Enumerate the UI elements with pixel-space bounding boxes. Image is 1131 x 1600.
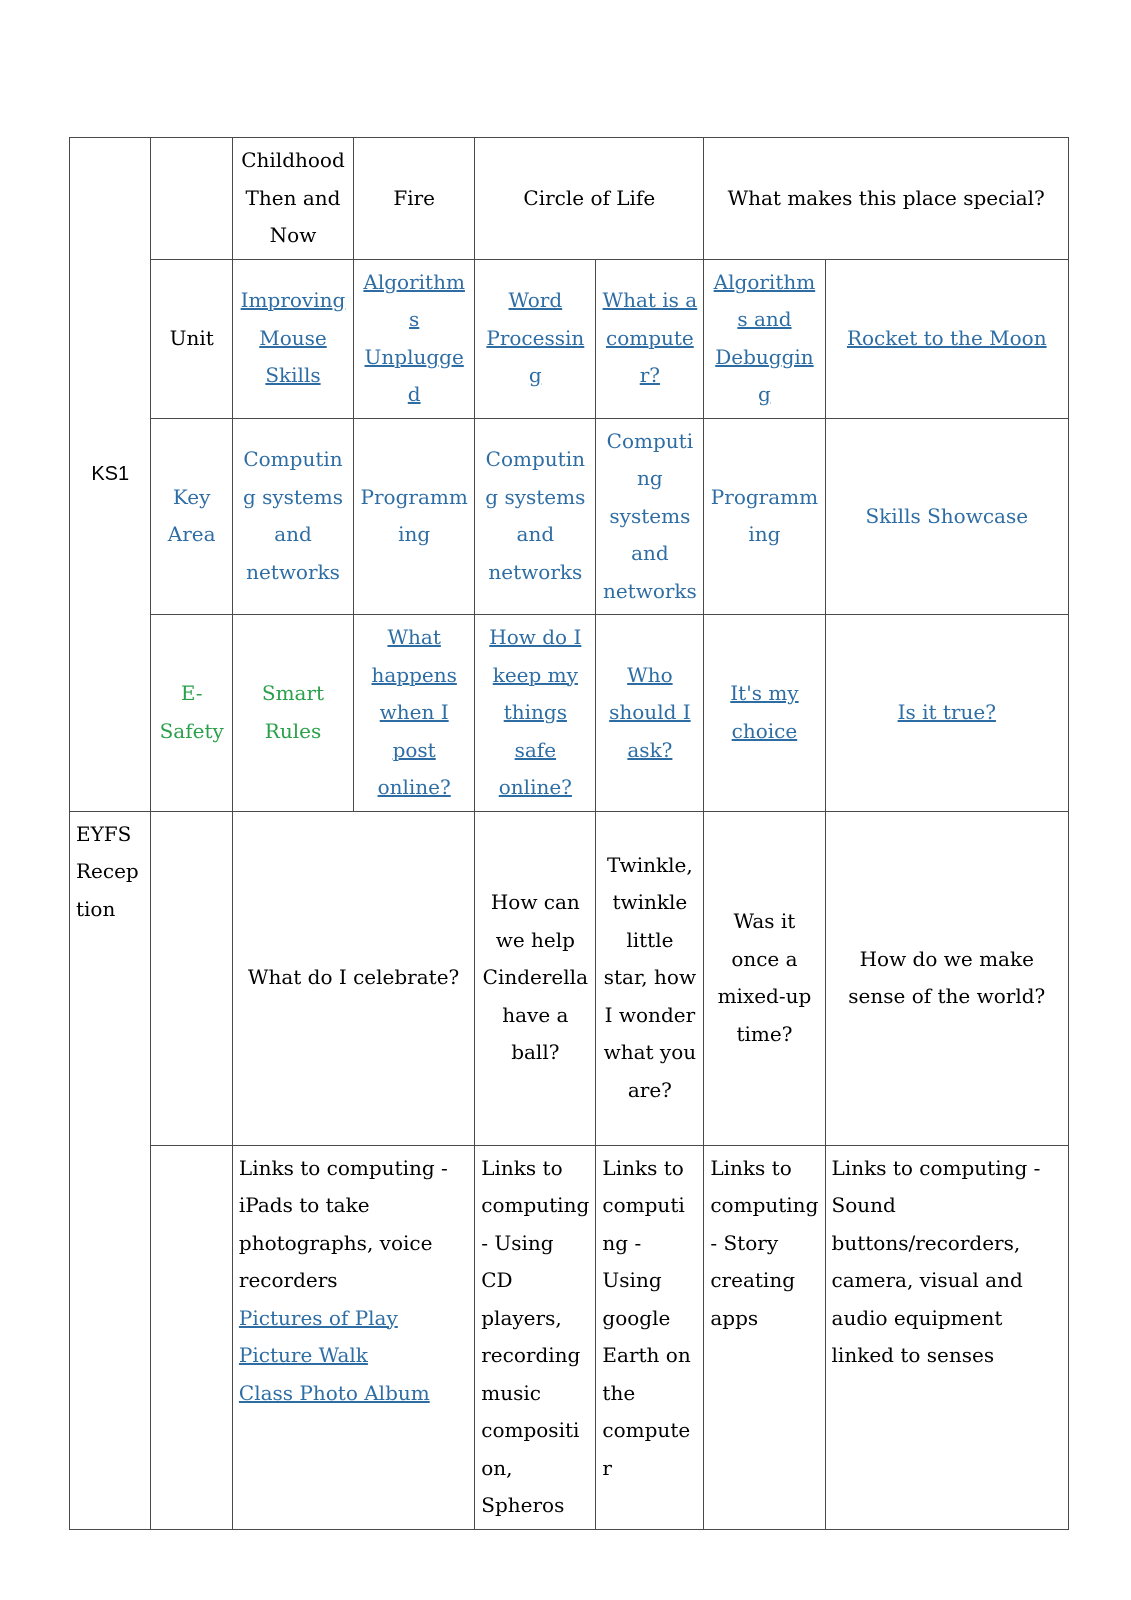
row-label-esafety: E-Safety [151, 615, 232, 812]
esafety-cell: Smart Rules [232, 615, 353, 812]
links-cell-cinderella: Links to computing - Using CD players, recording music composition, Spheros [475, 1145, 596, 1529]
empty-cell [151, 811, 232, 1145]
links-cell-mixed-up: Links to computing - Story creating apps [704, 1145, 825, 1529]
empty-cell [151, 1145, 232, 1529]
key-area-row [70, 418, 1069, 615]
esafety-link[interactable]: What happens when I post online? [354, 615, 475, 812]
theme-childhood: Childhood Then and Now [232, 138, 353, 260]
empty-cell [151, 138, 232, 260]
key-area-cell: Programming [704, 418, 825, 615]
unit-link[interactable]: What is a computer? [596, 259, 704, 418]
row-label-key-area: Key Area [151, 418, 232, 615]
key-area-cell: Computing systems and networks [232, 418, 353, 615]
theme-sense-of-world: How do we make sense of the world? [825, 811, 1068, 1145]
key-area-cell: Computing systems and networks [475, 418, 596, 615]
unit-link[interactable]: Improving Mouse Skills [232, 259, 353, 418]
theme-special-place: What makes this place special? [704, 138, 1069, 260]
links-text: Links to computing - iPads to take photographs, voice recorders [238, 1155, 448, 1292]
links-row [70, 1145, 1069, 1529]
theme-twinkle: Twinkle, twinkle little star, how I wonder what you are? [596, 811, 704, 1145]
esafety-link[interactable]: Who should I ask? [596, 615, 704, 812]
resource-link[interactable]: Picture Walk [238, 1343, 368, 1367]
unit-link[interactable]: Rocket to the Moon [825, 259, 1068, 418]
theme-mixed-up: Was it once a mixed-up time? [704, 811, 825, 1145]
links-cell-twinkle: Links to computing - Using google Earth on the computer [596, 1145, 704, 1529]
key-area-cell: Programming [354, 418, 475, 615]
theme-cinderella: How can we help Cinderella have a ball? [475, 811, 596, 1145]
stage-eyfs: EYFS Reception [70, 811, 151, 1529]
resource-link[interactable]: Class Photo Album [238, 1380, 430, 1405]
unit-row [70, 259, 1069, 418]
theme-celebrate: What do I celebrate? [232, 811, 474, 1145]
esafety-row [70, 615, 1069, 812]
unit-link[interactable]: Algorithms Unplugged [354, 259, 475, 418]
esafety-link[interactable]: Is it true? [825, 615, 1068, 812]
unit-link[interactable]: Word Processing [475, 259, 596, 418]
key-area-cell: Skills Showcase [825, 418, 1068, 615]
theme-fire: Fire [354, 138, 475, 260]
stage-ks1: KS1 [70, 138, 151, 812]
esafety-link[interactable]: It's my choice [704, 615, 825, 812]
eyfs-theme-row [70, 811, 1069, 1145]
ks1-theme-row [70, 138, 1069, 260]
esafety-link[interactable]: How do I keep my things safe online? [475, 615, 596, 812]
unit-link[interactable]: Algorithms and Debugging [704, 259, 825, 418]
theme-circle-of-life: Circle of Life [475, 138, 704, 260]
links-cell-sense: Links to computing - Sound buttons/recorders, camera, visual and audio equipment linked to senses [825, 1145, 1068, 1529]
curriculum-table [69, 137, 1069, 1530]
resource-link[interactable]: Pictures of Play [238, 1305, 398, 1330]
row-label-unit: Unit [151, 259, 232, 418]
key-area-cell: Computing systems and networks [596, 418, 704, 615]
links-cell-celebrate [232, 1145, 474, 1529]
